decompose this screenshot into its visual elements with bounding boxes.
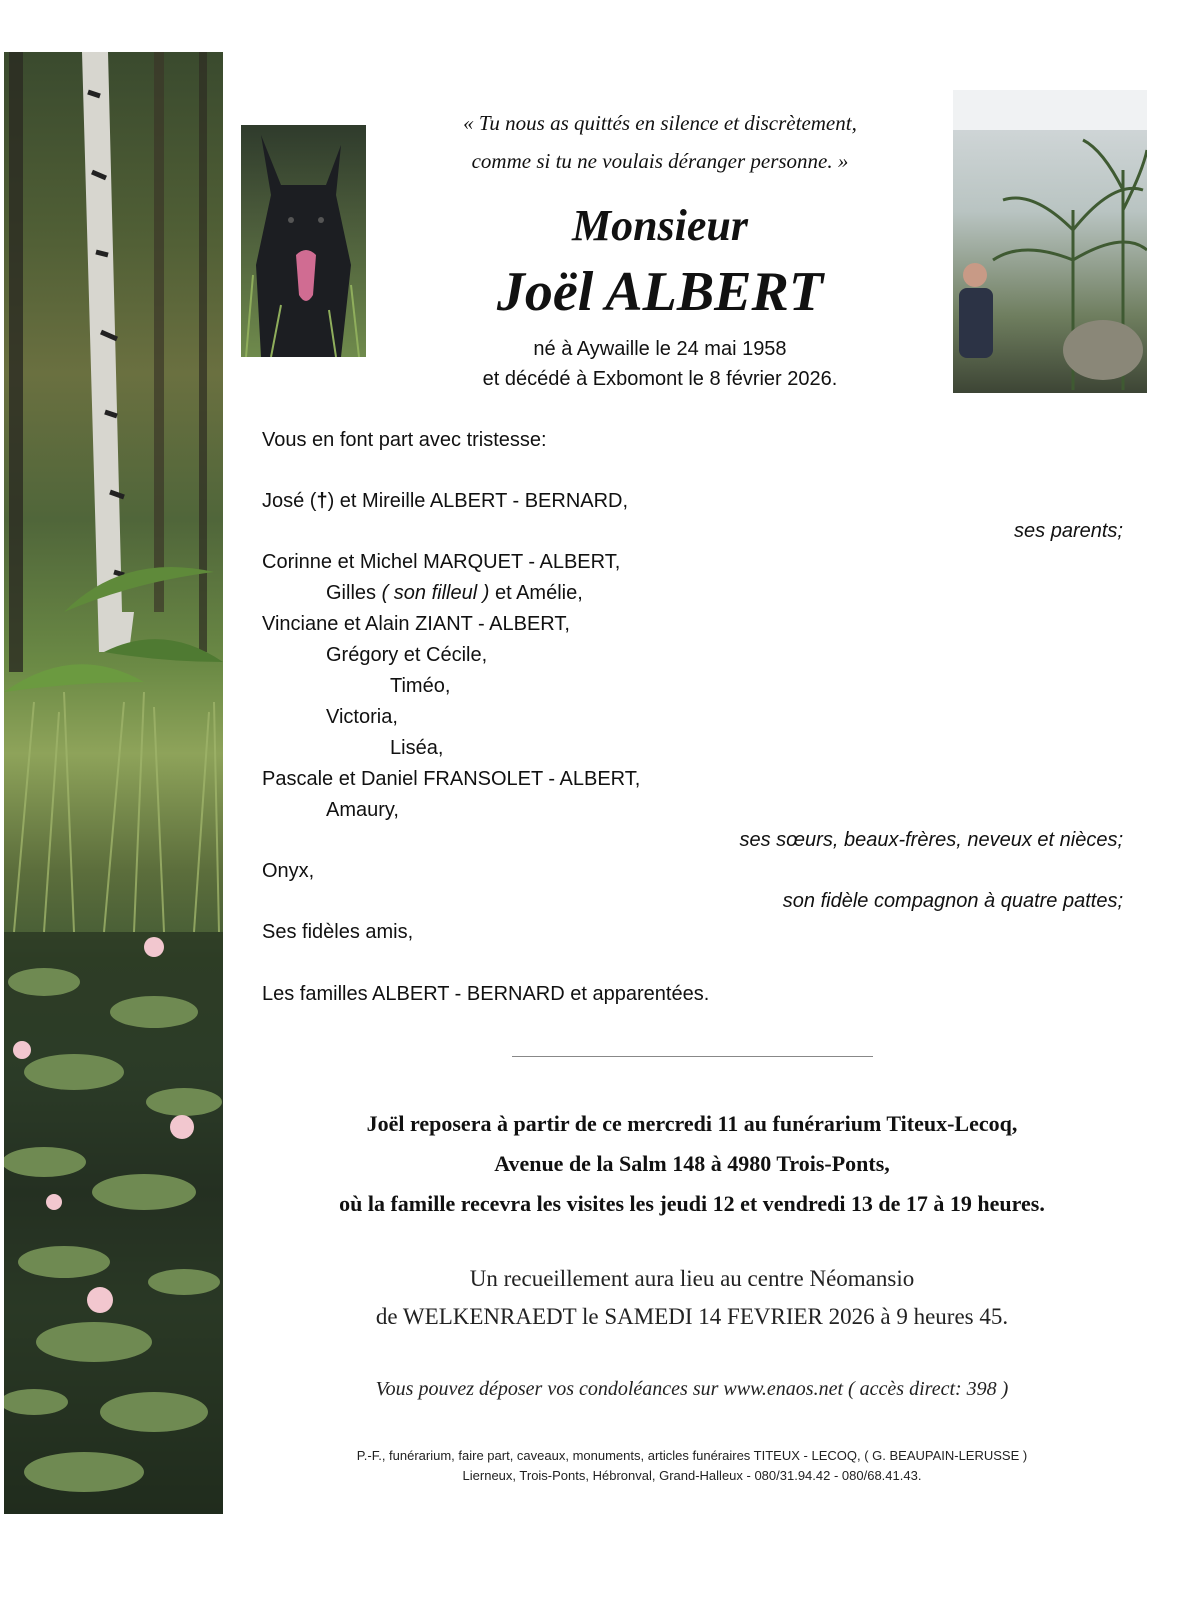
life-dates: [360, 334, 960, 394]
deceased-name: Joël ALBERT: [496, 261, 824, 323]
honorific-title: Monsieur: [571, 201, 749, 250]
portrait-photo: [953, 90, 1147, 393]
portrait-photo-illustration: [953, 90, 1147, 393]
family-member-corinne: Corinne et Michel MARQUET - ALBERT,: [262, 551, 621, 573]
section-divider: [512, 1056, 873, 1057]
family-member-gilles: [326, 580, 583, 606]
death-line: et décédé à Exbomont le 8 février 2026.: [482, 368, 838, 390]
condolences-note: Vous pouvez déposer vos condoléances sur www.enaos.net ( accès direct: 398 ): [375, 1378, 1009, 1400]
gilles-note: ( son filleul ): [381, 582, 490, 604]
ceremony-details: [262, 1260, 1122, 1336]
family-role-parents: ses parents;: [1014, 520, 1123, 542]
birth-line: né à Aywaille le 24 mai 1958: [533, 338, 787, 360]
family-intro: Vous en font part avec tristesse:: [262, 429, 547, 451]
family-friends: Ses fidèles amis,: [262, 921, 414, 943]
visitation-line-3: où la famille recevra les visites les jeudi 12 et vendredi 13 de 17 à 19 heures.: [339, 1191, 1045, 1216]
ceremony-line-1: Un recueillement aura lieu au centre Néomansio: [469, 1266, 915, 1291]
family-member-onyx: Onyx,: [262, 860, 315, 882]
nature-photo: [4, 52, 223, 1514]
family-role-onyx: son fidèle compagnon à quatre pattes;: [782, 890, 1123, 912]
funeral-home-footer: [262, 1446, 1122, 1486]
family-member-gregory: Grégory et Cécile,: [326, 644, 488, 666]
family-member-pascale: Pascale et Daniel FRANSOLET - ALBERT,: [262, 768, 641, 790]
family-relatives: Les familles ALBERT - BERNARD et apparentées.: [262, 983, 710, 1005]
dog-photo-illustration: [241, 125, 366, 357]
visitation-line-2: Avenue de la Salm 148 à 4980 Trois-Ponts,: [494, 1151, 890, 1176]
visitation-line-1: Joël reposera à partir de ce mercredi 11 au funérarium Titeux-Lecoq,: [366, 1111, 1018, 1136]
nature-photo-illustration: [4, 52, 223, 1514]
dog-photo: [241, 125, 366, 357]
footer-line-1: P.-F., funérarium, faire part, caveaux, monuments, articles funéraires TITEUX - LECOQ, ( G. BEAUPAIN-LERUSSE ): [356, 1448, 1028, 1463]
gilles-partner: et Amélie,: [489, 582, 583, 604]
family-parents: [262, 488, 628, 514]
quote-line-1: « Tu nous as quittés en silence et discrètement,: [463, 111, 857, 135]
family-member-victoria: Victoria,: [326, 706, 398, 728]
family-member-lisea: Liséa,: [390, 737, 444, 759]
visitation-details: [262, 1104, 1122, 1224]
family-role-siblings: ses sœurs, beaux-frères, neveux et nièces;: [739, 829, 1123, 851]
ceremony-line-2: de WELKENRAEDT le SAMEDI 14 FEVRIER 2026 à 9 heures 45.: [375, 1304, 1009, 1329]
cross-symbol: †: [316, 490, 328, 512]
parents-name-a: José (: [262, 490, 317, 512]
parents-name-b: ) et Mireille ALBERT - BERNARD,: [327, 490, 629, 512]
family-member-vinciane: Vinciane et Alain ZIANT - ALBERT,: [262, 613, 570, 635]
opening-quote: [360, 104, 960, 180]
gilles-name: Gilles: [326, 582, 382, 604]
footer-line-2: Lierneux, Trois-Ponts, Hébronval, Grand-Halleux - 080/31.94.42 - 080/68.41.43.: [462, 1468, 922, 1483]
quote-line-2: comme si tu ne voulais déranger personne. »: [471, 149, 849, 173]
family-member-timeo: Timéo,: [390, 675, 451, 697]
family-member-amaury: Amaury,: [326, 799, 399, 821]
